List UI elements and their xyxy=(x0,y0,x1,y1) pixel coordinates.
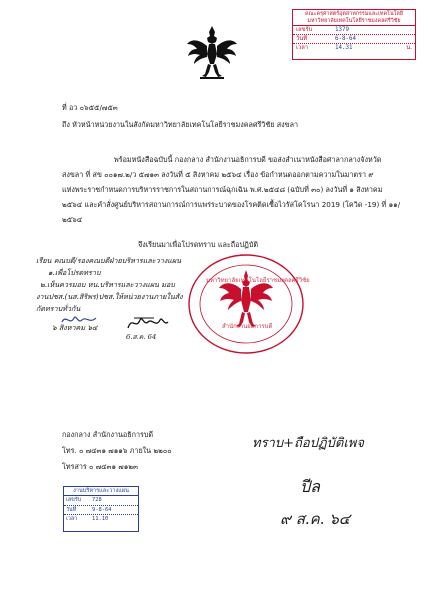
note-line-1: เรียน คณบดี/รองคณบดีฝ่ายบริหารและวางแผน xyxy=(36,256,181,265)
sender-phone: โทร. ๐ ๗๔๓๑ ๗๑๑๖ ภายใน ๒๒๐๐ xyxy=(62,446,172,455)
receive-number-value: 1379 xyxy=(335,27,349,33)
body-line-2: สงขลา ที่ สข ๐๐๑๗.๒/ว ๕๗๑๓ ลงวันที่ ๕ สิงหาคม ๒๕๖๔ เรื่อง ข้อกำหนดออกตามความในมาตรา ๙ xyxy=(62,170,374,179)
receive-stamp-header: คณะครุศาสตร์อุตสาหกรรมและเทคโนโลยี มหาวิทยาลัยเทคโนโลยีราชมงคลศรีวิชัย xyxy=(293,10,415,26)
body-line-1: พร้อมหนังสือฉบับนี้ กองกลาง สำนักงานอธิการบดี ขอส่งสำเนาหนังสือศาลากลางจังหวัด xyxy=(114,155,382,164)
receive-stamp-time-row xyxy=(293,44,415,52)
department-stamp-header: งานบริหารและวางแผน xyxy=(64,487,138,496)
signature-date: 6.ส.ค. 64 xyxy=(126,333,157,341)
seal-text-bottom: สำนักงานอธิการบดี xyxy=(222,323,273,330)
seal-text-top: มหาวิทยาลัยเทคโนโลยีราชมงคลศรีวิชัย xyxy=(206,277,310,284)
closing-line: จึงเรียนมาเพื่อโปรดทราบ และถือปฏิบัติ xyxy=(138,240,259,249)
body-line-4: ๒๕๖๔ และคำสั่งศูนย์บริหารสถานการณ์การแพร่ระบาดของโรคติดเชื้อไวรัสโคโรนา 2019 (โควิด -19) ที่ ๑๑/ xyxy=(62,200,401,209)
handwritten-initials: ปีล xyxy=(300,477,320,496)
receive-time-label: เวลา xyxy=(296,45,309,51)
note-line-3: ๒.เห็นควรมอบ หน.บริหารและวางแผน มอบ xyxy=(40,280,175,289)
department-date-value: 9-8-64 xyxy=(92,506,112,513)
garuda-emblem xyxy=(186,24,238,82)
handwritten-acknowledgement: ทราบ+ถือปฏิบัติเพจ xyxy=(252,436,364,451)
department-time-label: เวลา xyxy=(66,516,78,522)
document-number: ที่ อว ๐๖๕๕/๗๕๓ xyxy=(62,103,118,112)
recipient-line: ถึง หัวหน้าหน่วยงานในสังกัดมหาวิทยาลัยเทคโนโลยีราชมงคลศรีวิชัย สงขลา xyxy=(62,120,299,129)
department-stamp-number-row xyxy=(64,496,138,506)
note-date: ๖ สิงหาคม ๖๔ xyxy=(52,323,98,332)
department-number-label: เลขรับ xyxy=(66,497,82,503)
receive-stamp xyxy=(292,9,416,60)
sender-fax: โทรสาร ๐ ๗๔๓๑ ๗๑๒๓ xyxy=(62,462,138,471)
receive-time-suffix: น. xyxy=(406,45,412,51)
department-date-label: วันที่ xyxy=(66,506,77,513)
body-line-3: แห่งพระราชกำหนดการบริหารราชการในสถานการณ์ฉุกเฉิน พ.ศ.๒๕๔๘ (ฉบับที่ ๓๐) ลงวันที่ ๑ สิงหาคม xyxy=(62,185,383,194)
department-stamp-time-row xyxy=(64,515,138,524)
note-line-5: กัดทราบทั่วกัน xyxy=(36,304,81,313)
receive-date-value: 6-8-64 xyxy=(335,36,356,42)
department-stamp xyxy=(63,486,139,532)
body-line-5: ๒๕๖๔ xyxy=(62,215,83,224)
receive-date-label: วันที่ xyxy=(296,36,308,42)
receive-stamp-date-row xyxy=(293,35,415,44)
receive-time-value: 14.31 xyxy=(335,45,353,51)
department-number-value: 728 xyxy=(92,497,102,503)
handwritten-date: ๙ ส.ค. ๖๔ xyxy=(280,510,351,528)
official-signature xyxy=(124,312,170,334)
receive-number-label: เลขรับ xyxy=(296,27,313,33)
receive-stamp-number-row xyxy=(293,26,415,35)
office-seal xyxy=(186,252,306,356)
department-time-value: 11.10 xyxy=(92,516,109,522)
note-line-4: งานปชส.(นส.สิริพร)ปชส.ให้หน่วยงานภายในสัง xyxy=(36,292,183,301)
department-stamp-date-row xyxy=(64,506,138,516)
sender-office: กองกลาง สำนักงานอธิการบดี xyxy=(62,430,154,439)
note-line-2: ๑.เพื่อโปรดทราบ xyxy=(48,268,101,277)
